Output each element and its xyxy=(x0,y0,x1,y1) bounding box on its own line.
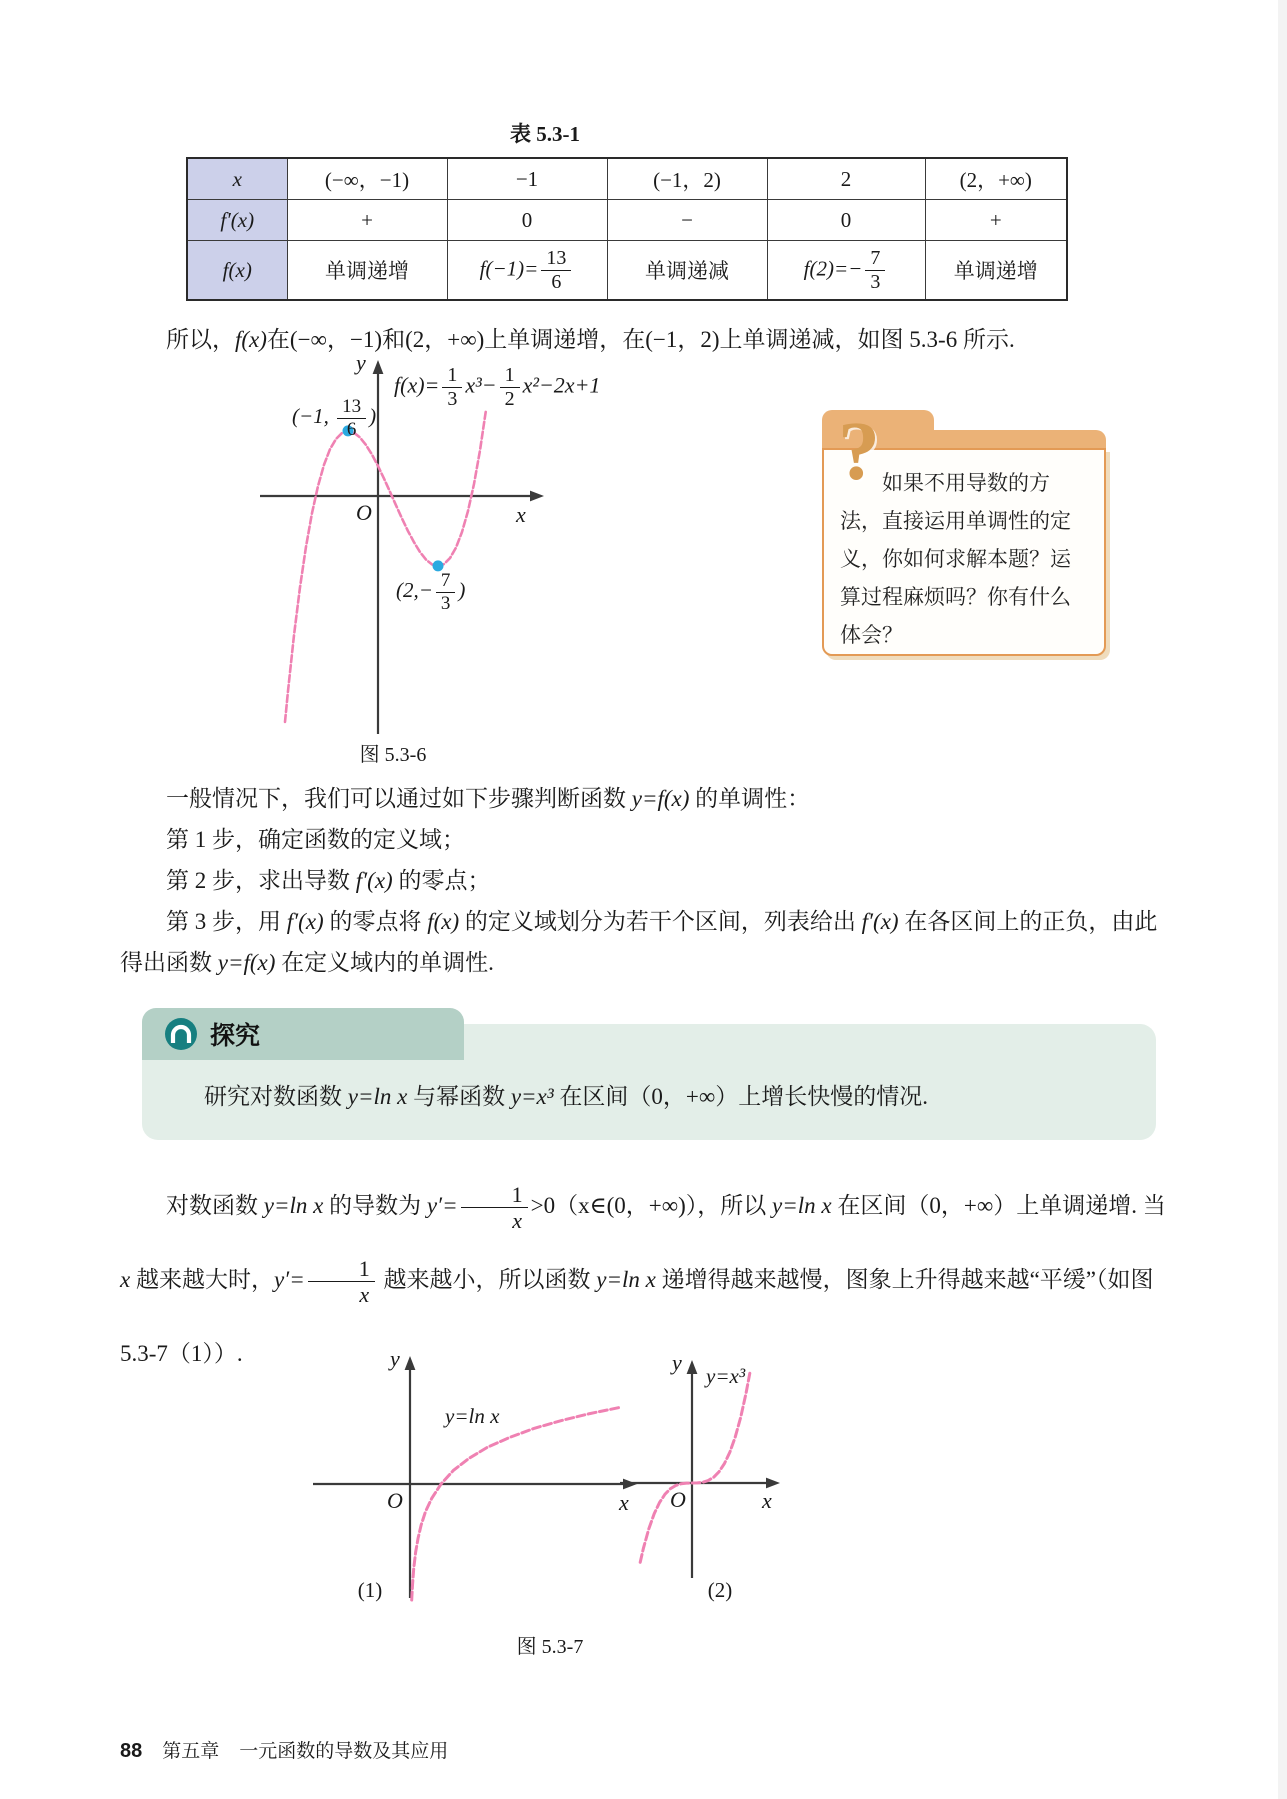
text-run: 的定义域划分为若干个区间，列表给出 xyxy=(459,909,862,934)
function-curve xyxy=(640,1372,750,1563)
x-axis-label: x xyxy=(619,1490,629,1515)
curve-label: y=ln x xyxy=(445,1404,500,1428)
fraction-numerator: 13 xyxy=(541,247,571,271)
math-token: y=f(x) xyxy=(631,786,690,811)
table-row xyxy=(187,241,1067,301)
explore-tab-title: 探究 xyxy=(210,1022,261,1050)
math-token: y=ln x xyxy=(596,1267,656,1292)
curve-label: y=x³ xyxy=(706,1364,746,1388)
fraction-denominator: 3 xyxy=(447,388,458,410)
y-axis-label: y xyxy=(672,1350,682,1375)
text-run: x³− xyxy=(465,372,497,398)
y-axis-label: y xyxy=(390,1346,400,1371)
text-run: 一般情况下，我们可以通过如下步骤判断函数 xyxy=(166,786,632,811)
paragraph-step3 xyxy=(120,901,1172,983)
steps-section xyxy=(120,778,1172,983)
fraction-numerator: 1 xyxy=(308,1256,375,1282)
text-run: 递增得越来越慢，图象上升得越来越“平缓”（如图 5.3-7（1））. xyxy=(120,1267,1154,1366)
text-run: 对数函数 xyxy=(166,1193,264,1218)
table-cell: (−1，2) xyxy=(607,158,767,200)
text-run: f(x)= xyxy=(394,372,440,398)
fraction-numerator: 7 xyxy=(436,570,456,593)
table-cell: (−∞，−1) xyxy=(287,158,447,200)
table-cell: f(x) xyxy=(187,241,287,301)
math-token: y′= xyxy=(273,1267,305,1292)
table-cell: 单调递减 xyxy=(607,241,767,301)
text-run: (2,− xyxy=(396,578,433,603)
x-axis-arrow-icon xyxy=(766,1478,780,1489)
function-curve xyxy=(412,1407,621,1600)
math-token: y=ln x xyxy=(347,1084,408,1109)
subfigure-caption: (2) xyxy=(707,1578,733,1602)
fraction-numerator: 1 xyxy=(442,364,462,388)
fraction-denominator: x xyxy=(359,1282,370,1308)
table-cell: + xyxy=(287,200,447,241)
table-cell: 2 xyxy=(767,158,925,200)
table-cell: + xyxy=(925,200,1067,241)
x-axis-arrow-icon xyxy=(530,491,544,502)
text-run: 与幂函数 xyxy=(407,1084,511,1109)
table-cell: 单调递增 xyxy=(287,241,447,301)
table-cell: 单调递增 xyxy=(925,241,1067,301)
text-run: f(2)=− xyxy=(803,255,863,280)
fraction xyxy=(541,247,571,294)
local-max-point-label xyxy=(292,396,376,441)
y-axis-label: y xyxy=(356,350,366,375)
table-cell xyxy=(767,241,925,301)
fraction xyxy=(308,1256,375,1308)
fraction-numerator: 13 xyxy=(337,396,366,419)
figure-caption: 图 5.3-6 xyxy=(359,744,427,766)
math-token: f′(x) xyxy=(861,909,899,934)
table-cell xyxy=(447,241,607,301)
math-token: f′(x) xyxy=(286,909,324,934)
figure-caption: 图 5.3-7 xyxy=(516,1636,584,1658)
text-run: 的零点； xyxy=(392,868,491,893)
text-run: ) xyxy=(458,578,466,603)
text-run: 研究对数函数 xyxy=(204,1084,348,1109)
function-curve xyxy=(285,410,486,722)
math-token: x xyxy=(120,1267,131,1292)
table-cell: 0 xyxy=(767,200,925,241)
icon-circle xyxy=(165,1018,197,1050)
explore-arch-icon xyxy=(164,1017,198,1051)
fraction-numerator: 1 xyxy=(500,364,520,388)
fraction-denominator: x xyxy=(512,1208,522,1234)
x-axis-label: x xyxy=(762,1488,772,1513)
paragraph-step1 xyxy=(120,819,1172,860)
text-run: x²−2x+1 xyxy=(522,372,601,398)
function-formula-label xyxy=(394,364,600,411)
text-run: 的单调性： xyxy=(689,786,811,811)
text-run: 在(−∞，−1)和(2，+∞)上单调递增，在(−1，2)上单调递减，如图 5.3-6 所示. xyxy=(266,327,1015,352)
text-run: 在区间（0，+∞）上增长快慢的情况. xyxy=(553,1084,929,1109)
explore-question xyxy=(204,1078,928,1111)
question-mark-icon: ? xyxy=(838,405,880,498)
fraction xyxy=(442,364,462,411)
text-run: 越来越小，所以函数 xyxy=(377,1267,597,1292)
monotonicity-table xyxy=(186,157,1068,301)
text-run: 第 3 步，用 xyxy=(166,909,287,934)
math-token: y=ln x xyxy=(263,1193,324,1218)
table-caption: 表 5.3-1 xyxy=(510,122,580,146)
y-axis-arrow-icon xyxy=(405,1356,416,1370)
text-run: 的零点将 xyxy=(323,909,428,934)
origin-label: O xyxy=(670,1487,686,1512)
table-row xyxy=(187,158,1067,200)
fraction-numerator: 7 xyxy=(865,247,885,271)
fraction xyxy=(436,570,456,615)
paragraph-step2 xyxy=(120,860,1172,901)
text-run: (−1, xyxy=(292,404,335,429)
origin-label: O xyxy=(387,1488,403,1513)
math-token: y=x³ xyxy=(510,1084,554,1109)
explore-section xyxy=(142,1008,1156,1142)
x-axis-label: x xyxy=(516,502,526,527)
explore-tab xyxy=(142,1008,464,1060)
math-token: y=ln x xyxy=(772,1193,832,1218)
fraction-denominator: 2 xyxy=(504,388,515,410)
math-token: f(x) xyxy=(235,327,267,352)
text-run: 在区间（0，+∞）上单调递增. 当 xyxy=(831,1193,1166,1218)
y-axis-arrow-icon xyxy=(687,1360,698,1374)
figure-5-3-7-2 xyxy=(600,1350,810,1594)
table-cell: (2，+∞) xyxy=(925,158,1067,200)
note-body: 如果不用导数的方法，直接运用单调性的定义，你如何求解本题？运算过程麻烦吗？你有什么体会？ xyxy=(822,448,1106,656)
paragraph-conclusion xyxy=(120,319,1172,360)
text-run: f(−1)= xyxy=(479,255,539,280)
table-cell: x xyxy=(187,158,287,200)
fraction xyxy=(865,247,885,294)
fraction-numerator: 1 xyxy=(461,1182,528,1208)
footer-chapter: 第五章 xyxy=(162,1741,220,1762)
fraction-denominator: 3 xyxy=(440,592,451,614)
text-run: 第 2 步，求出导数 xyxy=(166,868,356,893)
text-run: 第 1 步，确定函数的定义域； xyxy=(166,827,465,852)
table-cell: − xyxy=(607,200,767,241)
text-run: 在定义域内的单调性. xyxy=(275,950,494,975)
table-cell: f′(x) xyxy=(187,200,287,241)
footer-book-title: 一元函数的导数及其应用 xyxy=(239,1741,449,1762)
text-run: 在各区间上的正负，由此得出函数 xyxy=(120,909,1158,975)
page-scan-edge xyxy=(1278,0,1287,1799)
fraction-denominator: 6 xyxy=(346,418,357,440)
fraction-denominator: 3 xyxy=(870,270,881,293)
math-token: y′= xyxy=(426,1193,458,1218)
figure-5-3-6 xyxy=(248,350,668,768)
text-run: 越来越大时， xyxy=(130,1267,274,1292)
table-cell: −1 xyxy=(447,158,607,200)
text-run: >0（x∈(0，+∞)），所以 xyxy=(530,1193,773,1218)
fraction-denominator: 6 xyxy=(551,270,562,293)
subfigure-caption: (1) xyxy=(357,1578,383,1602)
page-footer xyxy=(120,1736,448,1763)
fraction xyxy=(461,1182,528,1234)
table-cell: 0 xyxy=(447,200,607,241)
math-token: y=f(x) xyxy=(217,950,276,975)
text-run: ) xyxy=(369,404,377,429)
page-number: 88 xyxy=(120,1740,143,1762)
fraction xyxy=(337,396,366,441)
question-note-box xyxy=(822,405,1106,656)
cube-graph-svg xyxy=(600,1356,810,1586)
table-row xyxy=(187,200,1067,241)
math-token: f′(x) xyxy=(355,868,393,893)
fraction xyxy=(500,364,520,411)
text-run: 的导数为 xyxy=(323,1193,427,1218)
local-min-point-label xyxy=(396,570,465,615)
y-axis-arrow-icon xyxy=(373,360,384,374)
math-token: f(x) xyxy=(427,909,460,934)
paragraph-general xyxy=(120,778,1172,819)
text-run: 所以， xyxy=(166,327,235,352)
origin-label: O xyxy=(356,500,372,525)
